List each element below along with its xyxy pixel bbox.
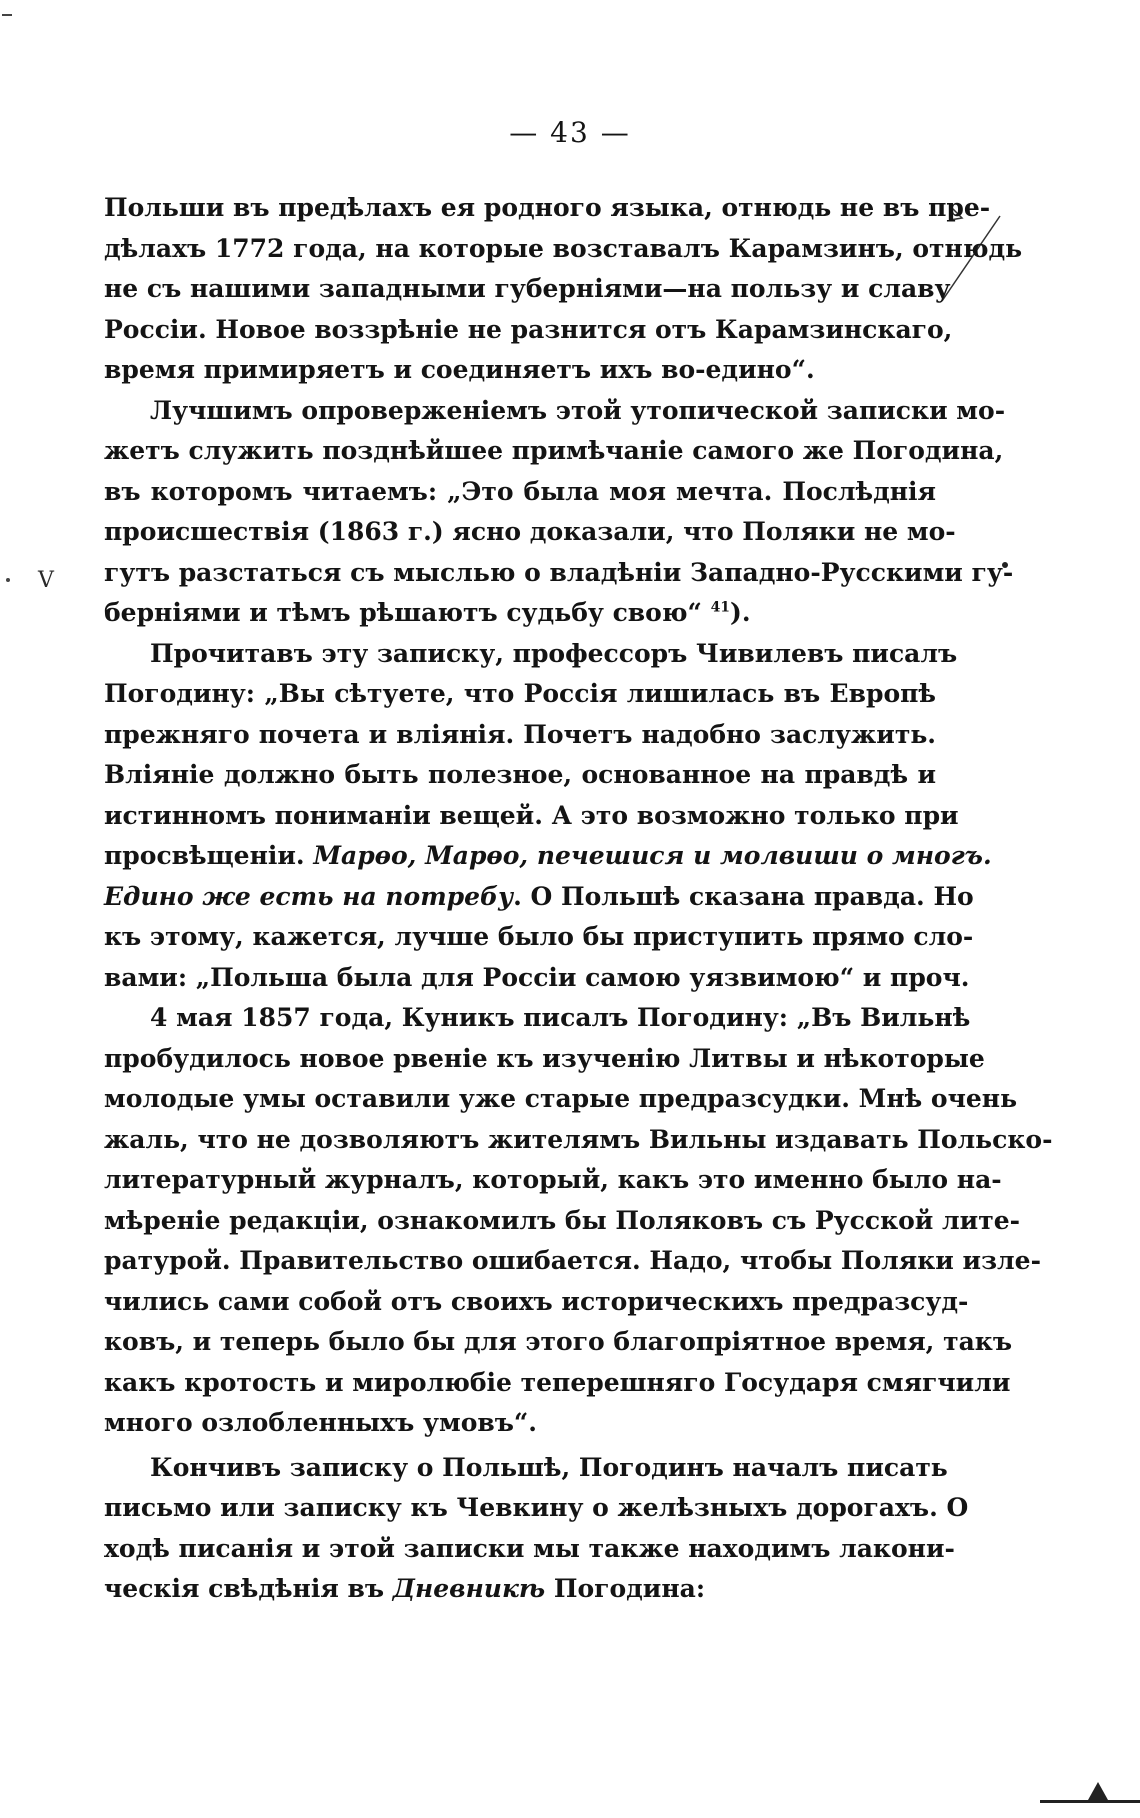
text-line: гутъ разстаться съ мыслью о владѣніи Западно-Русскими гу- xyxy=(104,557,1014,587)
text-line: литературный журналъ, который, какъ это именно было на- xyxy=(104,1165,1002,1194)
text-line: мѣреніе редакціи, ознакомилъ бы Поляковъ съ Русской лите- xyxy=(104,1205,1020,1235)
body-text xyxy=(104,188,1053,1610)
text-line: чились сами собой отъ своихъ историческихъ предразсуд- xyxy=(104,1286,969,1316)
text-line: вами: „Польша была для Россіи самою уязвимою“ и проч. xyxy=(104,962,970,992)
text-line: прежняго почета и вліянія. Почетъ надобно заслужить. xyxy=(104,719,936,749)
text-line: пробудилось новое рвеніе къ изученію Литвы и нѣкоторые xyxy=(104,1043,985,1073)
text-line: много озлобленныхъ умовъ“. xyxy=(104,1408,537,1437)
text-line: просвѣщеніи. Марѳо, Марѳо, печешися и молвиши о многъ. xyxy=(104,841,992,870)
text-line: ческія свѣдѣнія въ Дневникѣ Погодина: xyxy=(104,1574,706,1603)
text-line: Россіи. Новое воззрѣніе не разнится отъ Карамзинскаго, xyxy=(104,314,953,344)
bottom-rule xyxy=(1040,1800,1140,1803)
corner-arrow-icon xyxy=(1088,1782,1108,1800)
paragraph-start-line: Лучшимъ опроверженіемъ этой утопической записки мо- xyxy=(150,395,1006,425)
text-line: молодые умы оставили уже старые предразсудки. Мнѣ очень xyxy=(104,1084,1018,1113)
text-line: Вліяніе должно быть полезное, основанное на правдѣ и xyxy=(104,760,936,789)
paragraph-start-line: Кончивъ записку о Польшѣ, Погодинъ началъ писать xyxy=(150,1452,948,1482)
text-line: происшествія (1863 г.) ясно доказали, что Поляки не мо- xyxy=(104,517,956,546)
text-line: истинномъ пониманіи вещей. А это возможно только при xyxy=(104,800,959,830)
italic-title: Дневникѣ xyxy=(392,1574,546,1603)
margin-dot-left xyxy=(6,578,10,582)
page-number: — 43 — xyxy=(509,116,631,149)
corner-mark xyxy=(2,14,12,16)
text-line: не съ нашими западными губерніями—на пользу и славу xyxy=(104,274,951,303)
margin-note: V xyxy=(38,568,54,593)
text-line: въ которомъ читаемъ: „Это была моя мечта. Послѣднія xyxy=(104,476,936,506)
text-line: дѣлахъ 1772 года, на которые возставалъ Карамзинъ, отнюдь xyxy=(104,233,1023,263)
text-line: жетъ служить позднѣйшее примѣчаніе самого же Погодина, xyxy=(104,436,1004,465)
text-line: время примиряетъ и соединяетъ ихъ во-едино“. xyxy=(104,355,815,384)
text-line: Погодину: „Вы сѣтуете, что Россія лишилась въ Европѣ xyxy=(104,679,936,708)
paragraph-start-line: Прочитавъ эту записку, профессоръ Чивилевъ писалъ xyxy=(150,638,958,668)
italic-quote: Марѳо, Марѳо, печешися и молвиши о многъ. xyxy=(313,841,992,870)
text-line: какъ кротость и миролюбіе теперешняго Государя смягчили xyxy=(104,1367,1011,1397)
text-line: жаль, что не дозволяютъ жителямъ Вильны издавать Польско- xyxy=(104,1124,1053,1154)
text-line: Едино же есть на потребу. О Польшѣ сказана правда. Но xyxy=(104,881,974,911)
italic-quote: Едино же есть на потребу xyxy=(104,881,514,911)
text-line: ратурой. Правительство ошибается. Надо, чтобы Поляки изле- xyxy=(104,1246,1041,1275)
text-line: къ этому, кажется, лучше было бы приступить прямо сло- xyxy=(104,922,974,951)
paragraph-start-line: 4 мая 1857 года, Куникъ писалъ Погодину: „Въ Вильнѣ xyxy=(150,1003,971,1032)
text-line: Польши въ предѣлахъ ея родного языка, отнюдь не въ пре- xyxy=(104,193,991,222)
text-line: письмо или записку къ Чевкину о желѣзныхъ дорогахъ. О xyxy=(104,1493,969,1522)
text-line: ковъ, и теперь было бы для этого благопріятное время, такъ xyxy=(104,1327,1012,1356)
text-line: берніями и тѣмъ рѣшаютъ судьбу свою“ $^{41}$). xyxy=(104,598,751,627)
footnote-ref: 41 xyxy=(710,599,731,616)
text-line: ходѣ писанія и этой записки мы также находимъ лакони- xyxy=(104,1533,955,1563)
